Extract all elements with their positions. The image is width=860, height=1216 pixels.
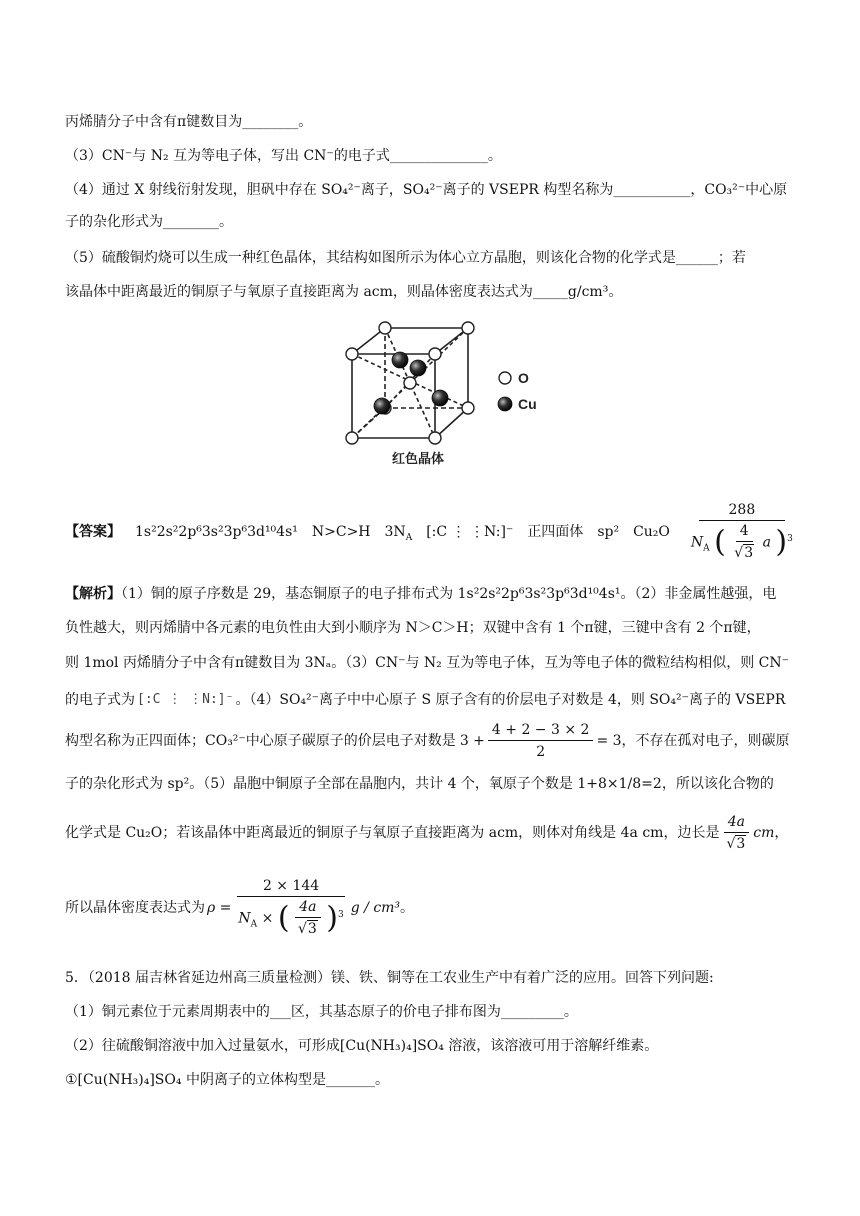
question-line: 5．（2018 届吉林省延边州高三质量检测）镁、铁、铜等在工农业生产中有着广泛的应用。回答下列问题: [65, 970, 714, 986]
answer-label: 【答案】 [65, 524, 121, 540]
analysis-line: 则 1mol 丙烯腈分子中含有π键数目为 3Nₐ。（3）CN⁻与 N₂ 互为等电子体，互为等电子体的微粒结构相似，则 CN⁻ [65, 655, 790, 671]
analysis-line: 的电子式为 [:C ⋮ ⋮N:]⁻ 。（4）SO₄²⁻离子中中心原子 S 原子含有的价层电子对数是 4，则 SO₄²⁻离子的 VSEPR [65, 692, 786, 708]
analysis-line: 负性越大，则丙烯腈中各元素的电负性由大到小顺序为 N＞C＞H；双键中含有 1 个π键，三键中含有 2 个π键， [65, 620, 761, 636]
question-line: （3）CN⁻与 N₂ 互为等电子体，写出 CN⁻的电子式______________。 [65, 148, 502, 164]
analysis-line: 【解析】（1）铜的原子序数是 29，基态铜原子的电子排布式为 1s²2s²2p⁶3s²3p⁶3d¹⁰4s¹。（2）非金属性越强，电 [65, 586, 777, 602]
legend-o-symbol [499, 372, 511, 384]
cn-formula-image: [:C ⋮ ⋮N:]⁻ [137, 692, 234, 707]
density-fraction: 2 × 144 $N_A$ × ( $\frac{4a}{√3}$ )$^3$ [238, 878, 344, 937]
question-line: 该晶体中距离最近的铜原子与氧原子直接距离为 acm，则晶体密度表达式为_____g/cm³。 [65, 284, 623, 300]
question-line: （5）硫酸铜灼烧可以生成一种红色晶体，其结构如图所示为体心立方晶胞，则该化合物的化学式是______；若 [65, 250, 746, 266]
answer-hybrid: sp² [597, 524, 620, 540]
answer-line [65, 502, 808, 562]
crystal-cell-figure [340, 318, 550, 472]
figure-caption: 红色晶体 [392, 452, 445, 467]
question-line: ①[Cu(NH₃)₄]SO₄ 中阴离子的立体构型是_______。 [65, 1072, 389, 1088]
valence-pair-fraction: $\frac{4 + 2 - 3 \times 2}{2}$ [488, 720, 594, 763]
analysis-line: 子的杂化形式为 sp²。（5）晶胞中铜原子全部在晶胞内，共计 4 个，氧原子个数是 1+8×1/8=2，所以该化合物的 [65, 776, 774, 792]
answer-pi-count: $3N_A$ [384, 524, 413, 543]
answer-electronegativity: N>C>H [311, 524, 371, 540]
crystal-cell-diagram [340, 318, 550, 468]
legend-cu-symbol [498, 397, 512, 411]
legend-cu-label: Cu [518, 396, 537, 412]
analysis-line: 构型名称为正四面体；CO₃²⁻中心原子碳原子的价层电子对数是 3 + $\frac{4 + 2 - 3 \times 2}{2}$ = 3 ，不存在孤对电子，则碳原 [65, 716, 808, 766]
question-line: （1）铜元素位于元素周期表中的___区，其基态原子的价电子排布图为_________。 [65, 1004, 578, 1020]
answer-compound: Cu₂O [633, 524, 670, 540]
answer-config: 1s²2s²2p⁶3s²3p⁶3d¹⁰4s¹ [135, 524, 298, 540]
question-line: 丙烯腈分子中含有π键数目为________。 [65, 114, 313, 130]
question-line: （4）通过 X 射线衍射发现，胆矾中存在 SO₄²⁻离子，SO₄²⁻离子的 VSEPR 构型名称为___________，CO₃²⁻中心原 [65, 182, 788, 198]
question-line: （2）往硫酸铜溶液中加入过量氨水，可形成[Cu(NH₃)₄]SO₄ 溶液，该溶液可用于溶解纤维素。 [65, 1038, 659, 1054]
answer-vsepr: 正四面体 [527, 524, 584, 540]
answer-cn-formula: [:C ⋮ ⋮N:]⁻ [426, 524, 514, 540]
question-line: 子的杂化形式为________。 [65, 214, 233, 230]
analysis-line: 所以晶体密度表达式为 ρ = 2 × 144 $N_A$ × ( $\frac{4a}{√3}$ )$^3$ g / cm³ 。 [65, 868, 808, 948]
analysis-label: 【解析】 [65, 586, 121, 602]
analysis-line: 化学式是 Cu₂O；若该晶体中距离最近的铜原子与氧原子直接距离为 acm，则体对角线是 4a cm，边长是 $\frac{4a}{√3}$ cm ， [65, 808, 808, 858]
edge-length-fraction: $\frac{4a}{√3}$ [722, 812, 750, 855]
answer-density-formula: 288 $N_A$ ( $\frac{4}{√3}$ a )$^3$ [690, 502, 793, 561]
legend-o-label: O [518, 370, 529, 386]
